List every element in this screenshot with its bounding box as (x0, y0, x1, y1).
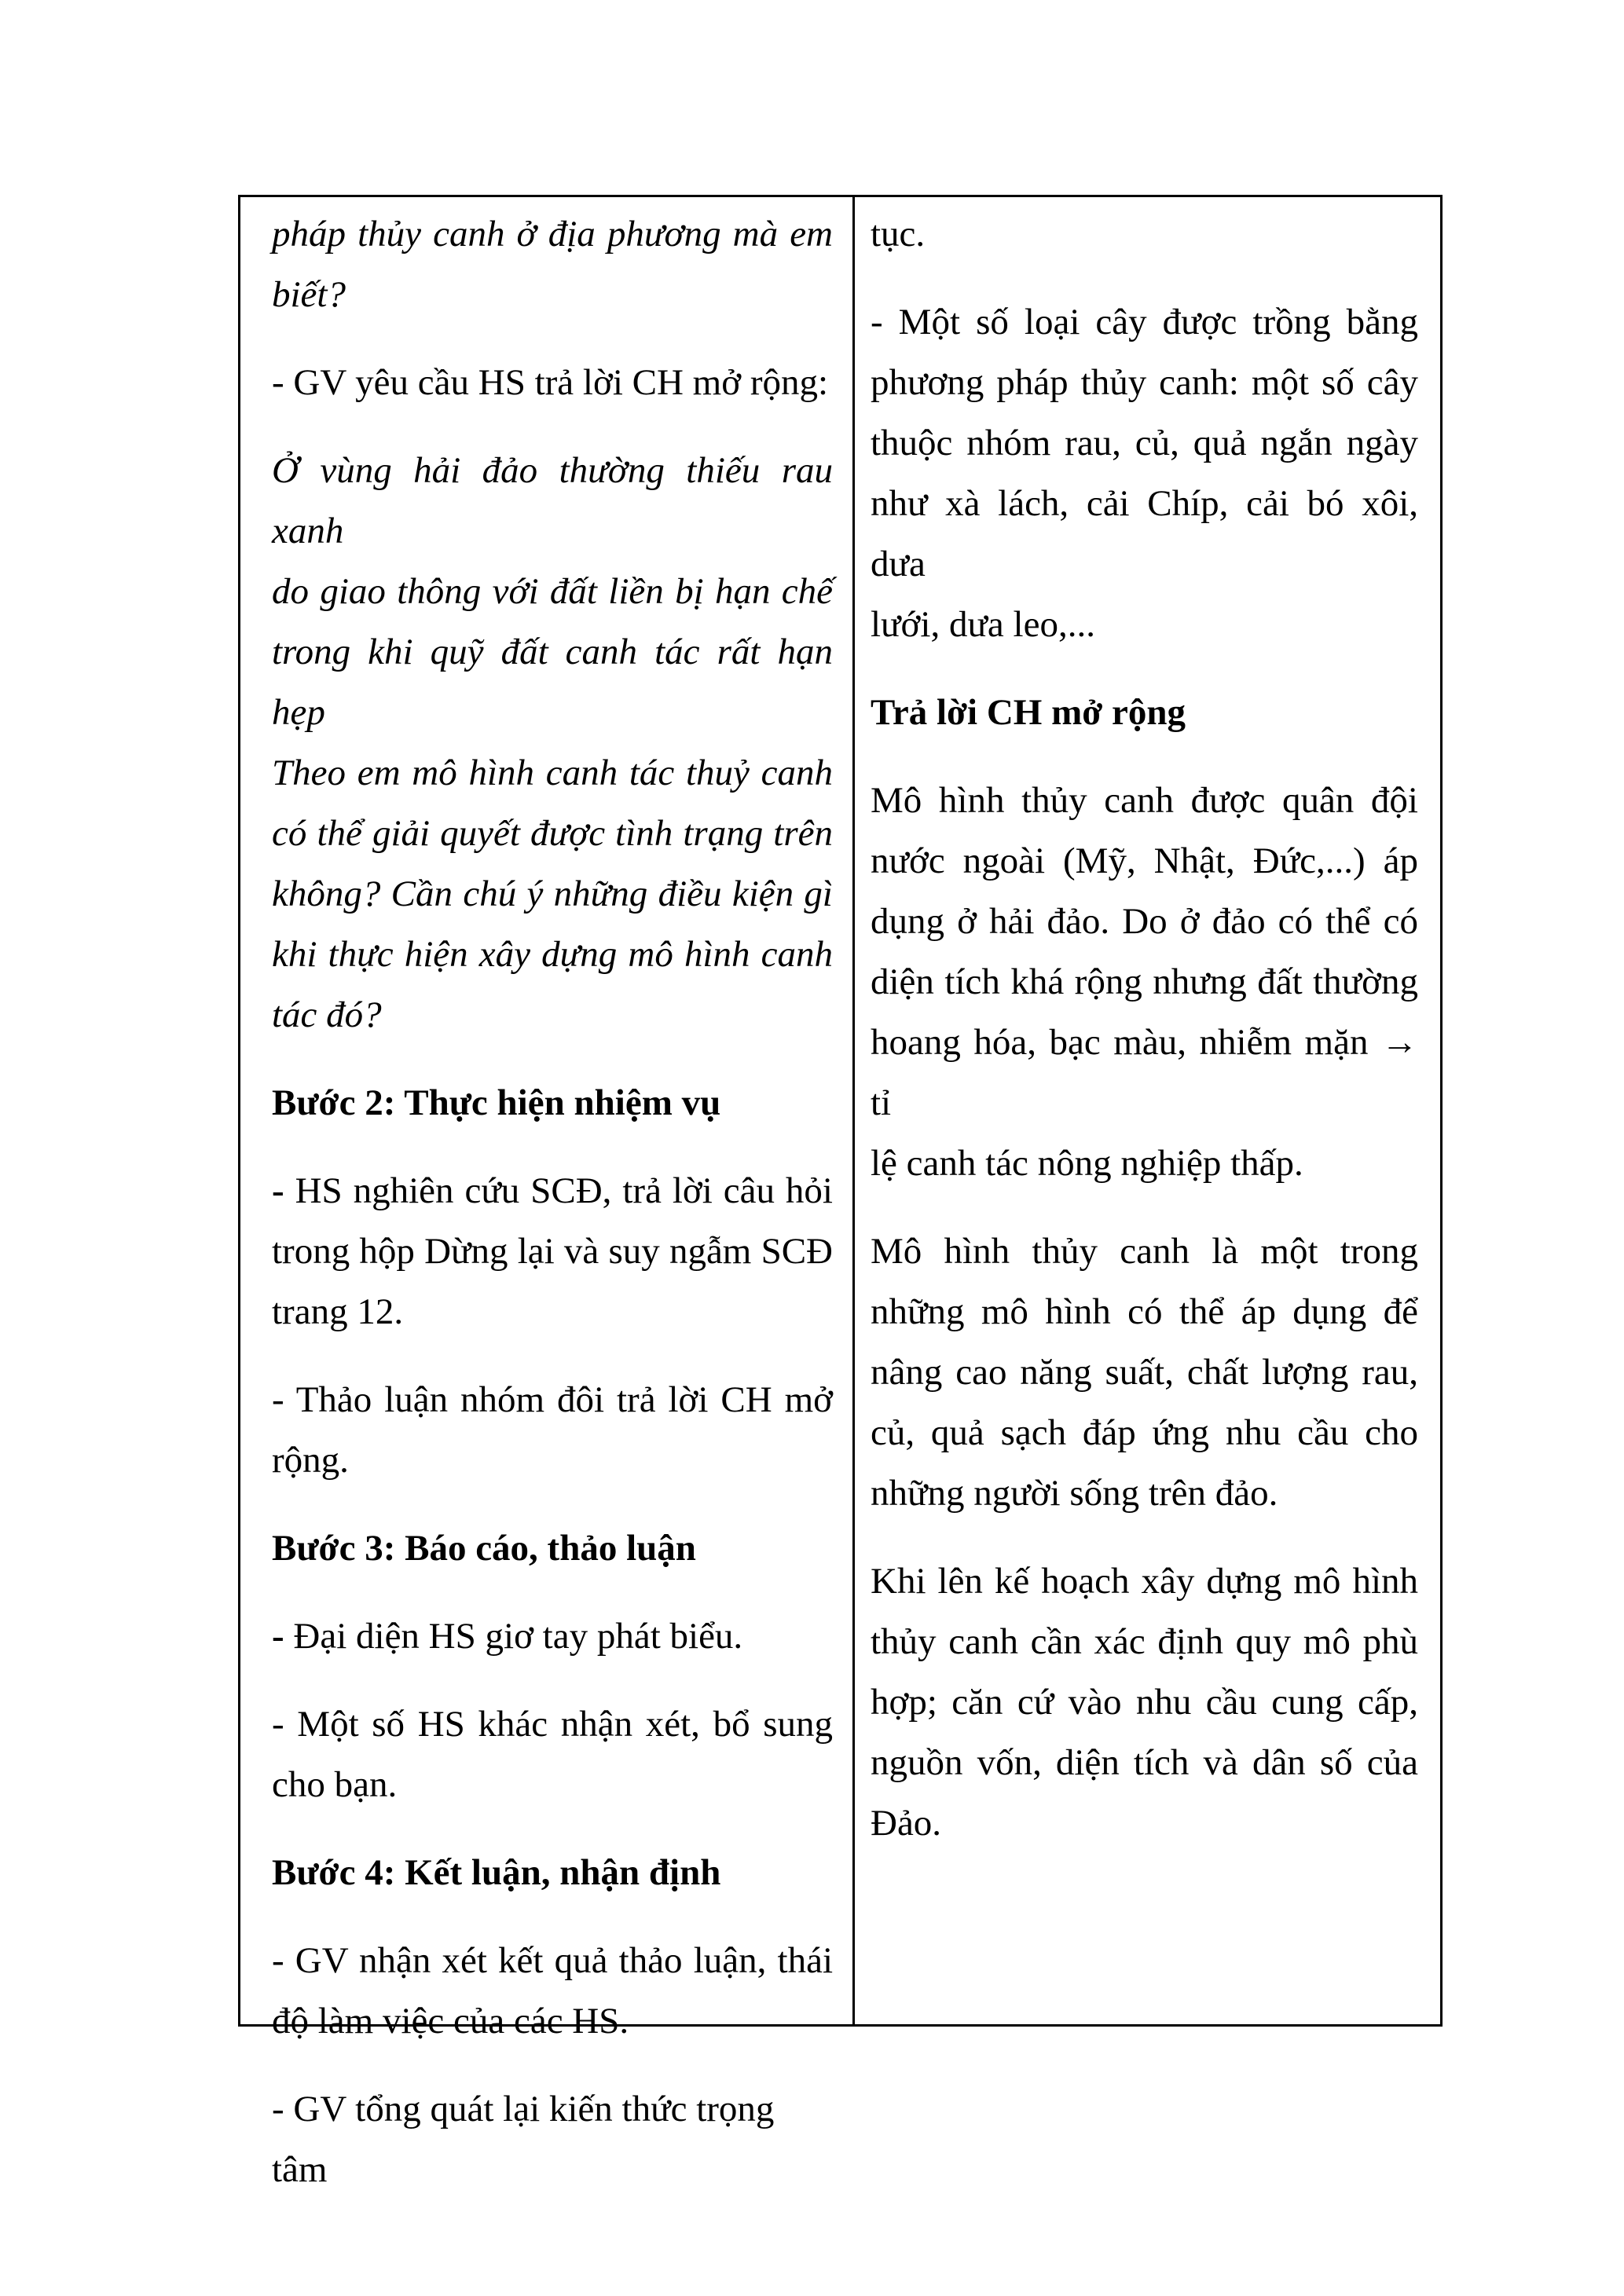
text-line: cho bạn. (272, 1764, 398, 1805)
text-line: nâng cao năng suất, chất lượng rau, (871, 1352, 1418, 1393)
text-line: phương pháp thủy canh: một số cây (871, 362, 1418, 403)
text-line: rộng. (272, 1440, 349, 1481)
text-line: củ, quả sạch đáp ứng nhu cầu cho (871, 1412, 1418, 1453)
text-line: trong hộp Dừng lại và suy ngẫm SCĐ (272, 1231, 833, 1272)
text-line: - GV yêu cầu HS trả lời CH mở rộng: (272, 362, 829, 403)
text-line: - GV nhận xét kết quả thảo luận, thái (272, 1940, 833, 1981)
text-line: - Đại diện HS giơ tay phát biểu. (272, 1616, 743, 1657)
text-line: lệ canh tác nông nghiệp thấp. (871, 1143, 1303, 1184)
text-line: trong khi quỹ đất canh tác rất hạn hẹp (272, 632, 833, 733)
text-line: thuộc nhóm rau, củ, quả ngắn ngày (871, 423, 1418, 463)
paragraph (272, 1931, 833, 2052)
text-line: pháp thủy canh ở địa phương mà em (272, 214, 833, 255)
paragraph (272, 1606, 833, 1667)
text-line: tục. (871, 214, 926, 255)
text-line: Đảo. (871, 1803, 942, 1844)
text-line: Mô hình thủy canh được quân đội (871, 780, 1418, 821)
text-line: những người sống trên đảo. (871, 1473, 1278, 1514)
text-line: Theo em mô hình canh tác thuỷ canh (272, 753, 833, 793)
text-line: Trả lời CH mở rộng (871, 692, 1186, 733)
bold-dash: - (272, 1170, 284, 1211)
text-line: - Thảo luận nhóm đôi trả lời CH mở (272, 1379, 833, 1420)
text-line: có thể giải quyết được tình trạng trên (272, 813, 833, 854)
paragraph (272, 2079, 833, 2200)
text-line: dụng ở hải đảo. Do ở đảo có thể có (871, 901, 1418, 942)
text-line: Bước 3: Báo cáo, thảo luận (272, 1528, 696, 1569)
paragraph (272, 1370, 833, 1491)
paragraph (871, 204, 1418, 265)
step-heading (272, 1518, 833, 1579)
text-line: độ làm việc của các HS. (272, 2001, 629, 2041)
paragraph (871, 1551, 1418, 1854)
paragraph (871, 771, 1418, 1194)
step-heading (272, 1073, 833, 1133)
paragraph (871, 1221, 1418, 1524)
text-line: tác đó? (272, 994, 382, 1035)
text-line: hoang hóa, bạc màu, nhiễm mặn → tỉ (871, 1022, 1418, 1123)
table-cell-left-activities (240, 197, 855, 2190)
text-line: trang 12. (272, 1291, 404, 1332)
paragraph (272, 353, 833, 413)
text-line: Bước 4: Kết luận, nhận định (272, 1852, 721, 1893)
text-line: Ở vùng hải đảo thường thiếu rau xanh (272, 450, 833, 551)
paragraph (871, 292, 1418, 655)
text-line: do giao thông với đất liền bị hạn chế (272, 571, 833, 612)
text-line: - Một số HS khác nhận xét, bổ sung (272, 1704, 833, 1745)
lesson-plan-table (238, 195, 1443, 2190)
paragraph (272, 204, 833, 325)
text-line: không? Cần chú ý những điều kiện gì (272, 873, 833, 914)
step-heading (272, 1843, 833, 1903)
paragraph (272, 1694, 833, 1815)
text-line: - Một số loại cây được trồng bằng (871, 302, 1418, 342)
text-line: những mô hình có thể áp dụng để (871, 1291, 1418, 1332)
text-line: khi thực hiện xây dựng mô hình canh (272, 934, 833, 975)
text-line: Bước 2: Thực hiện nhiệm vụ (272, 1082, 721, 1123)
text-line: thủy canh cần xác định quy mô phù (871, 1621, 1418, 1662)
paragraph (272, 1161, 833, 1342)
text-line: - GV tổng quát lại kiến thức trọng tâm (272, 2089, 775, 2190)
text-line: biết? (272, 274, 346, 315)
text-line: Khi lên kế hoạch xây dựng mô hình (871, 1561, 1418, 1602)
text-line: nguồn vốn, diện tích và dân số của (871, 1742, 1418, 1783)
table-cell-right-products (855, 197, 1440, 2024)
text-line: nước ngoài (Mỹ, Nhật, Đức,...) áp (871, 840, 1418, 881)
text-line: như xà lách, cải Chíp, cải bó xôi, dưa (871, 483, 1418, 584)
text-line: lưới, dưa leo,... (871, 604, 1095, 645)
bold-dash: - (272, 1616, 284, 1657)
text-line: Mô hình thủy canh là một trong (871, 1231, 1418, 1272)
text-line: diện tích khá rộng nhưng đất thường (871, 961, 1418, 1002)
text-line: - HS nghiên cứu SCĐ, trả lời câu hỏi (272, 1170, 833, 1211)
text-line: hợp; căn cứ vào nhu cầu cung cấp, (871, 1682, 1418, 1723)
step-heading (871, 683, 1418, 743)
paragraph (272, 441, 833, 1045)
